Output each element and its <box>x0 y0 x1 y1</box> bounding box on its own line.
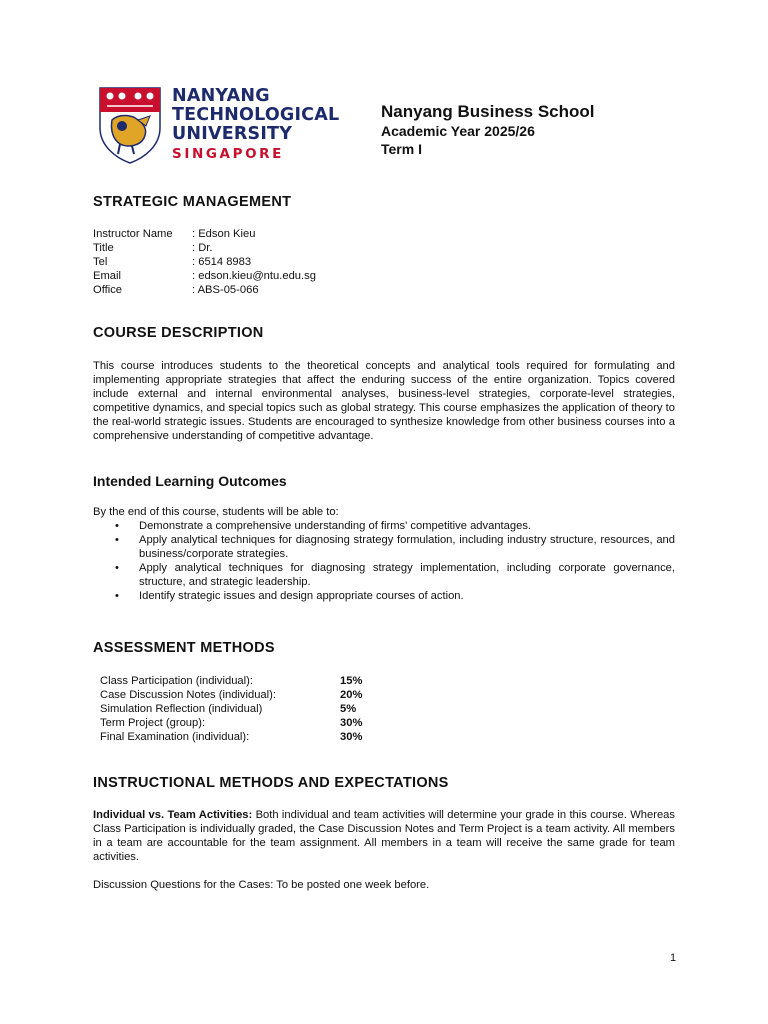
ntu-logo <box>98 86 340 166</box>
course-description-heading: COURSE DESCRIPTION <box>93 325 264 341</box>
course-description-text: This course introduces students to the theoretical concepts and analytical tools required for formulating and implementing appropriate strategies that affect the enduring success of the entire organization. Topics covered include external and internal environmental analyses, business-level strategies, corporate-level strategies, competitive dynamics, and special topics such as global strategy. This course emphasizes the application of theory to the real-world strategic issues. Students are encouraged to synthesize knowledge from other business courses into a comprehensive understanding of competitive advantage. <box>93 360 675 442</box>
info-value: : ABS-05-066 <box>192 284 259 296</box>
list-item <box>93 562 675 590</box>
assessment-weight: 5% <box>340 703 357 715</box>
assessment-label: Simulation Reflection (individual) <box>100 703 263 715</box>
bullet-icon: • <box>115 533 119 546</box>
list-item <box>93 534 675 562</box>
instructional-lead: Individual vs. Team Activities: <box>93 809 253 821</box>
info-label: Tel <box>93 256 108 268</box>
assessment-weight: 30% <box>340 717 363 729</box>
assessment-label: Final Examination (individual): <box>100 731 250 743</box>
assessment-table <box>100 674 362 744</box>
bullet-icon: • <box>115 520 119 532</box>
school-name: Nanyang Business School <box>381 102 595 121</box>
assessment-row <box>100 702 362 716</box>
info-label: Office <box>93 284 123 296</box>
assessment-row <box>100 730 362 744</box>
university-name-line: TECHNOLOGICAL <box>172 105 340 125</box>
learning-outcomes-heading: Intended Learning Outcomes <box>93 473 287 489</box>
info-value: : edson.kieu@ntu.edu.sg <box>192 270 316 282</box>
info-label: Email <box>93 270 121 282</box>
assessment-row <box>100 674 362 688</box>
info-value: : 6514 8983 <box>192 256 252 268</box>
instructional-text: Both individual and team activities will determine your grade in this course. Whereas Class Participation is individually graded, the Case Discussion Notes and Term Project is a team activity. All members in a team are accountable for the team assignment. All members in a team will receive the same grade for team activities. <box>93 809 675 863</box>
course-title: STRATEGIC MANAGEMENT <box>93 194 292 210</box>
assessment-row <box>100 688 362 702</box>
university-name-line: UNIVERSITY <box>172 124 293 144</box>
info-row <box>93 283 316 297</box>
instructional-paragraph <box>93 809 675 865</box>
assessment-weight: 15% <box>340 675 363 687</box>
assessment-row <box>100 716 362 730</box>
assessment-label: Class Participation (individual): <box>100 675 253 687</box>
info-label: Instructor Name <box>93 228 173 240</box>
academic-year: Academic Year 2025/26 <box>381 123 535 139</box>
learning-outcomes-list <box>93 520 675 603</box>
info-row <box>93 227 316 241</box>
page-number: 1 <box>670 952 677 964</box>
info-row <box>93 255 316 269</box>
list-item <box>93 590 675 604</box>
list-item-text: Apply analytical techniques for diagnosing strategy formulation, including industry structure, resources, and business/corporate strategies. <box>139 533 675 560</box>
assessment-weight: 30% <box>340 731 363 743</box>
school-header <box>381 101 681 158</box>
assessment-label: Case Discussion Notes (individual): <box>100 689 276 701</box>
list-item <box>93 520 675 534</box>
list-item-text: Apply analytical techniques for diagnosing strategy implementation, including corporate governance, structure, and strategic leadership. <box>139 561 675 588</box>
list-item-text: Demonstrate a comprehensive understanding of firms' competitive advantages. <box>139 520 532 532</box>
info-label: Title <box>93 242 114 254</box>
info-row <box>93 269 316 283</box>
instructor-info <box>93 227 316 297</box>
university-name-line: NANYANG <box>172 86 270 106</box>
info-row <box>93 241 316 255</box>
term: Term I <box>381 141 422 157</box>
assessment-label: Term Project (group): <box>100 717 206 729</box>
discussion-questions-note: Discussion Questions for the Cases: To be posted one week before. <box>93 879 430 891</box>
bullet-icon: • <box>115 561 119 574</box>
bullet-icon: • <box>115 589 119 602</box>
university-location: SINGAPORE <box>172 146 284 162</box>
list-item-text: Identify strategic issues and design appropriate courses of action. <box>139 589 464 602</box>
ntu-crest-icon <box>98 86 162 164</box>
assessment-heading: ASSESSMENT METHODS <box>93 640 275 656</box>
info-value: : Edson Kieu <box>192 228 256 240</box>
assessment-weight: 20% <box>340 689 363 701</box>
learning-outcomes-intro: By the end of this course, students will be able to: <box>93 506 339 518</box>
info-value: : Dr. <box>192 242 213 254</box>
instructional-heading: INSTRUCTIONAL METHODS AND EXPECTATIONS <box>93 775 449 791</box>
